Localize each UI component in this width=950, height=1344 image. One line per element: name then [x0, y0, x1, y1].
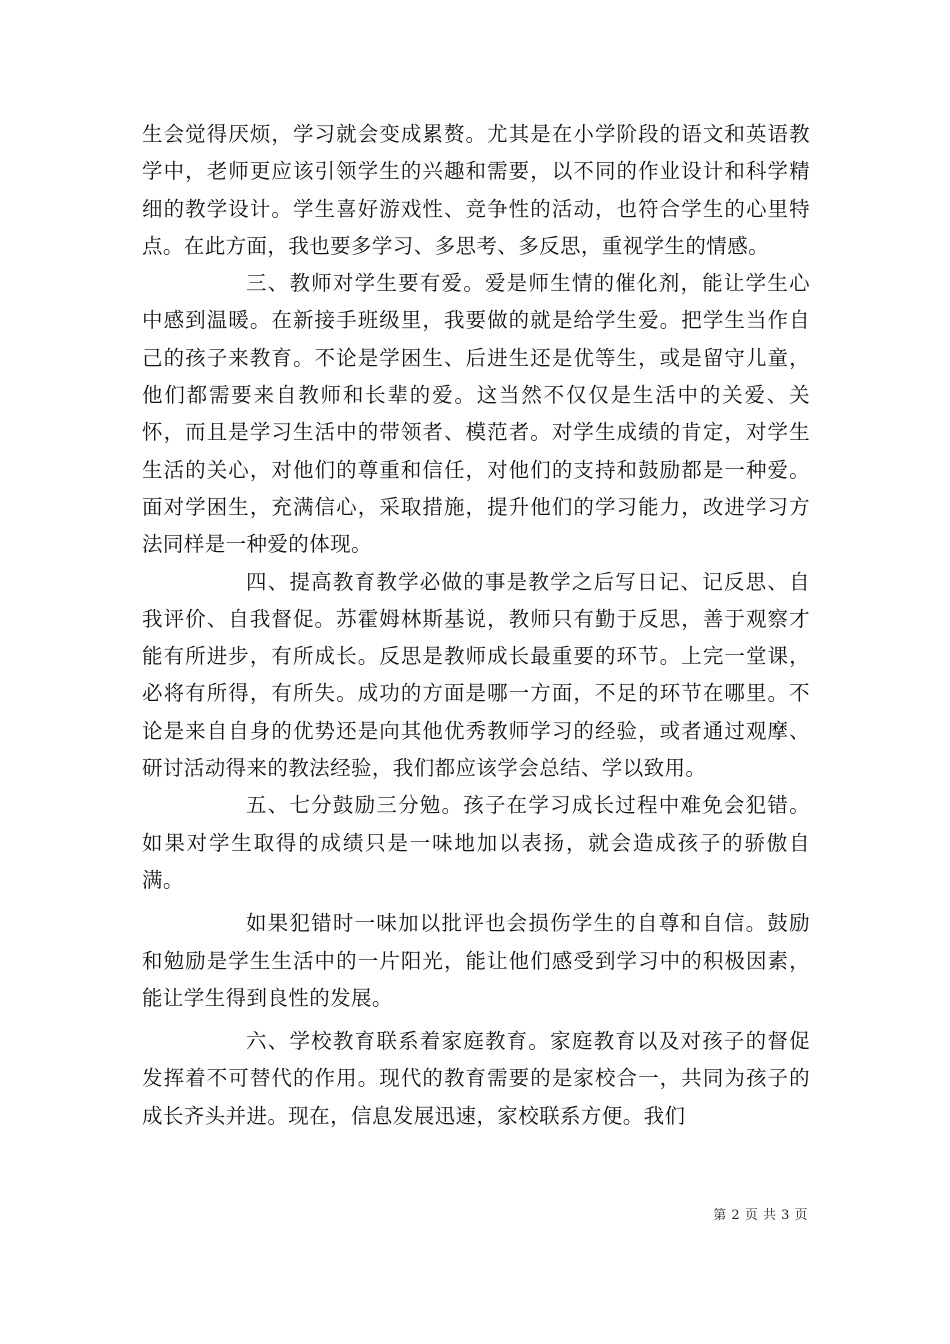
document-body [142, 116, 810, 1135]
paragraph-continuation: 生会觉得厌烦，学习就会变成累赘。尤其是在小学阶段的语文和英语教学中，老师更应该引领学生的兴趣和需要，以不同的作业设计和科学精细的教学设计。学生喜好游戏性、竞争性的活动，也符合学生的心里特点。在此方面，我也要多学习、多思考、多反思，重视学生的情感。 [142, 122, 810, 258]
paragraph-section-6: 六、学校教育联系着家庭教育。家庭教育以及对孩子的督促发挥着不可替代的作用。现代的教育需要的是家校合一，共同为孩子的成长齐头并进。现在，信息发展迅速，家校联系方便。我们 [142, 1029, 810, 1128]
page-footer: 第 2 页 共 3 页 [713, 1208, 808, 1223]
paragraph-section-5-continued: 如果犯错时一味加以批评也会损伤学生的自尊和自信。鼓励和勉励是学生生活中的一片阳光，能让他们感受到学习中的积极因素，能让学生得到良性的发展。 [142, 911, 810, 1010]
paragraph-section-5: 五、七分鼓励三分勉。孩子在学习成长过程中难免会犯错。如果对学生取得的成绩只是一味地加以表扬，就会造成孩子的骄傲自满。 [142, 793, 810, 892]
paragraph-section-3: 三、教师对学生要有爱。爱是师生情的催化剂，能让学生心中感到温暖。在新接手班级里，我要做的就是给学生爱。把学生当作自己的孩子来教育。不论是学困生、后进生还是优等生，或是留守儿童，他们都需要来自教师和长辈的爱。这当然不仅仅是生活中的关爱、关怀，而且是学习生活中的带领者、模范者。对学生成绩的肯定，对学生生活的关心，对他们的尊重和信任，对他们的支持和鼓励都是一种爱。面对学困生，充满信心，采取措施，提升他们的学习能力，改进学习方法同样是一种爱的体现。 [142, 271, 810, 557]
paragraph-section-4: 四、提高教育教学必做的事是教学之后写日记、记反思、自我评价、自我督促。苏霍姆林斯基说，教师只有勤于反思，善于观察才能有所进步，有所成长。反思是教师成长最重要的环节。上完一堂课，必将有所得，有所失。成功的方面是哪一方面，不足的环节在哪里。不论是来自自身的优势还是向其他优秀教师学习的经验，或者通过观摩、研讨活动得来的教法经验，我们都应该学会总结、学以致用。 [142, 569, 810, 781]
